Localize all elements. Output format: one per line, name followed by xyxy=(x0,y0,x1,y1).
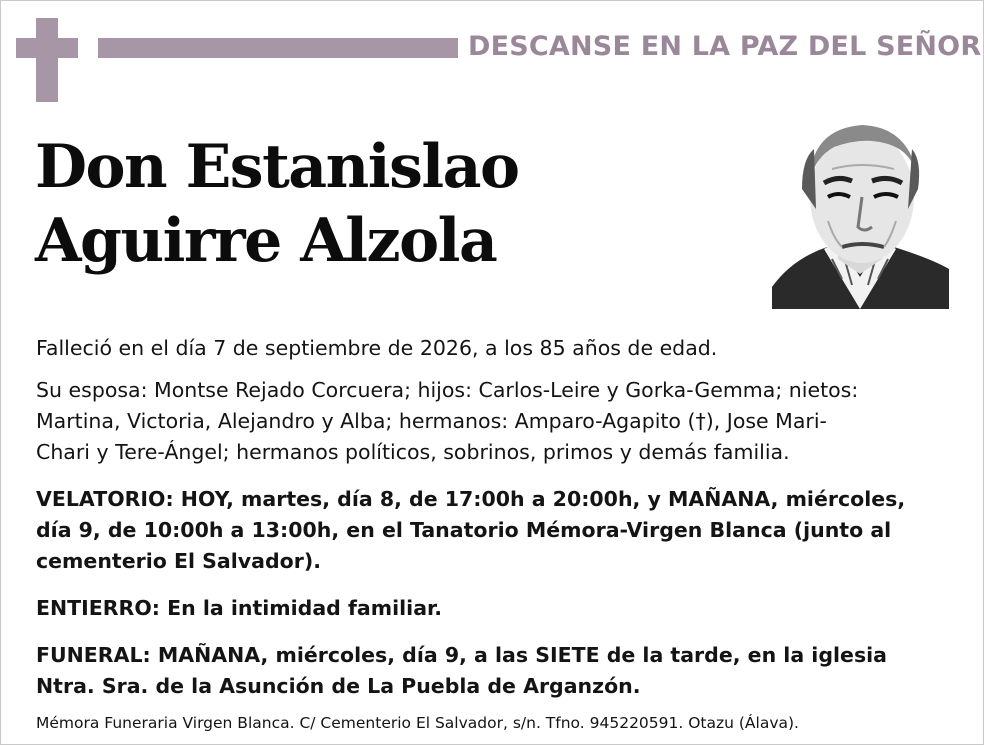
portrait-photo xyxy=(772,109,949,309)
funeral-line: FUNERAL: MAÑANA, miércoles, día 9, a las SIETE de la tarde, en la iglesia xyxy=(36,643,888,667)
deceased-name xyxy=(35,130,519,278)
cross-icon-arm xyxy=(16,38,78,58)
family-line: Chari y Tere-Ángel; hermanos políticos, sobrinos, primos y demás familia. xyxy=(36,440,790,464)
family-list xyxy=(36,375,951,468)
funeral-home-footer: Mémora Funeraria Virgen Blanca. C/ Cementerio El Salvador, s/n. Tfno. 945220591. Otazu (Álava). xyxy=(36,714,799,732)
wake-line: cementerio El Salvador). xyxy=(36,549,321,573)
wake-info xyxy=(36,484,951,577)
family-line: Su esposa: Montse Rejado Corcuera; hijos: Carlos-Leire y Gorka-Gemma; nietos: xyxy=(36,378,859,402)
cross-icon xyxy=(36,18,58,102)
burial-info: ENTIERRO: En la intimidad familiar. xyxy=(36,596,442,620)
name-line-1: Don Estanislao xyxy=(35,132,519,202)
header-bar xyxy=(98,38,458,58)
header-title: DESCANSE EN LA PAZ DEL SEÑOR xyxy=(468,31,982,62)
family-line: Martina, Victoria, Alejandro y Alba; hermanos: Amparo-Agapito (†), Jose Mari- xyxy=(36,409,827,433)
name-line-2: Aguirre Alzola xyxy=(35,206,497,276)
funeral-info xyxy=(36,640,951,702)
wake-line: VELATORIO: HOY, martes, día 8, de 17:00h a 20:00h, y MAÑANA, miércoles, xyxy=(36,487,906,511)
death-announcement: Falleció en el día 7 de septiembre de 2026, a los 85 años de edad. xyxy=(36,336,718,360)
wake-line: día 9, de 10:00h a 13:00h, en el Tanatorio Mémora-Virgen Blanca (junto al xyxy=(36,518,892,542)
funeral-line: Ntra. Sra. de la Asunción de La Puebla de Arganzón. xyxy=(36,674,641,698)
